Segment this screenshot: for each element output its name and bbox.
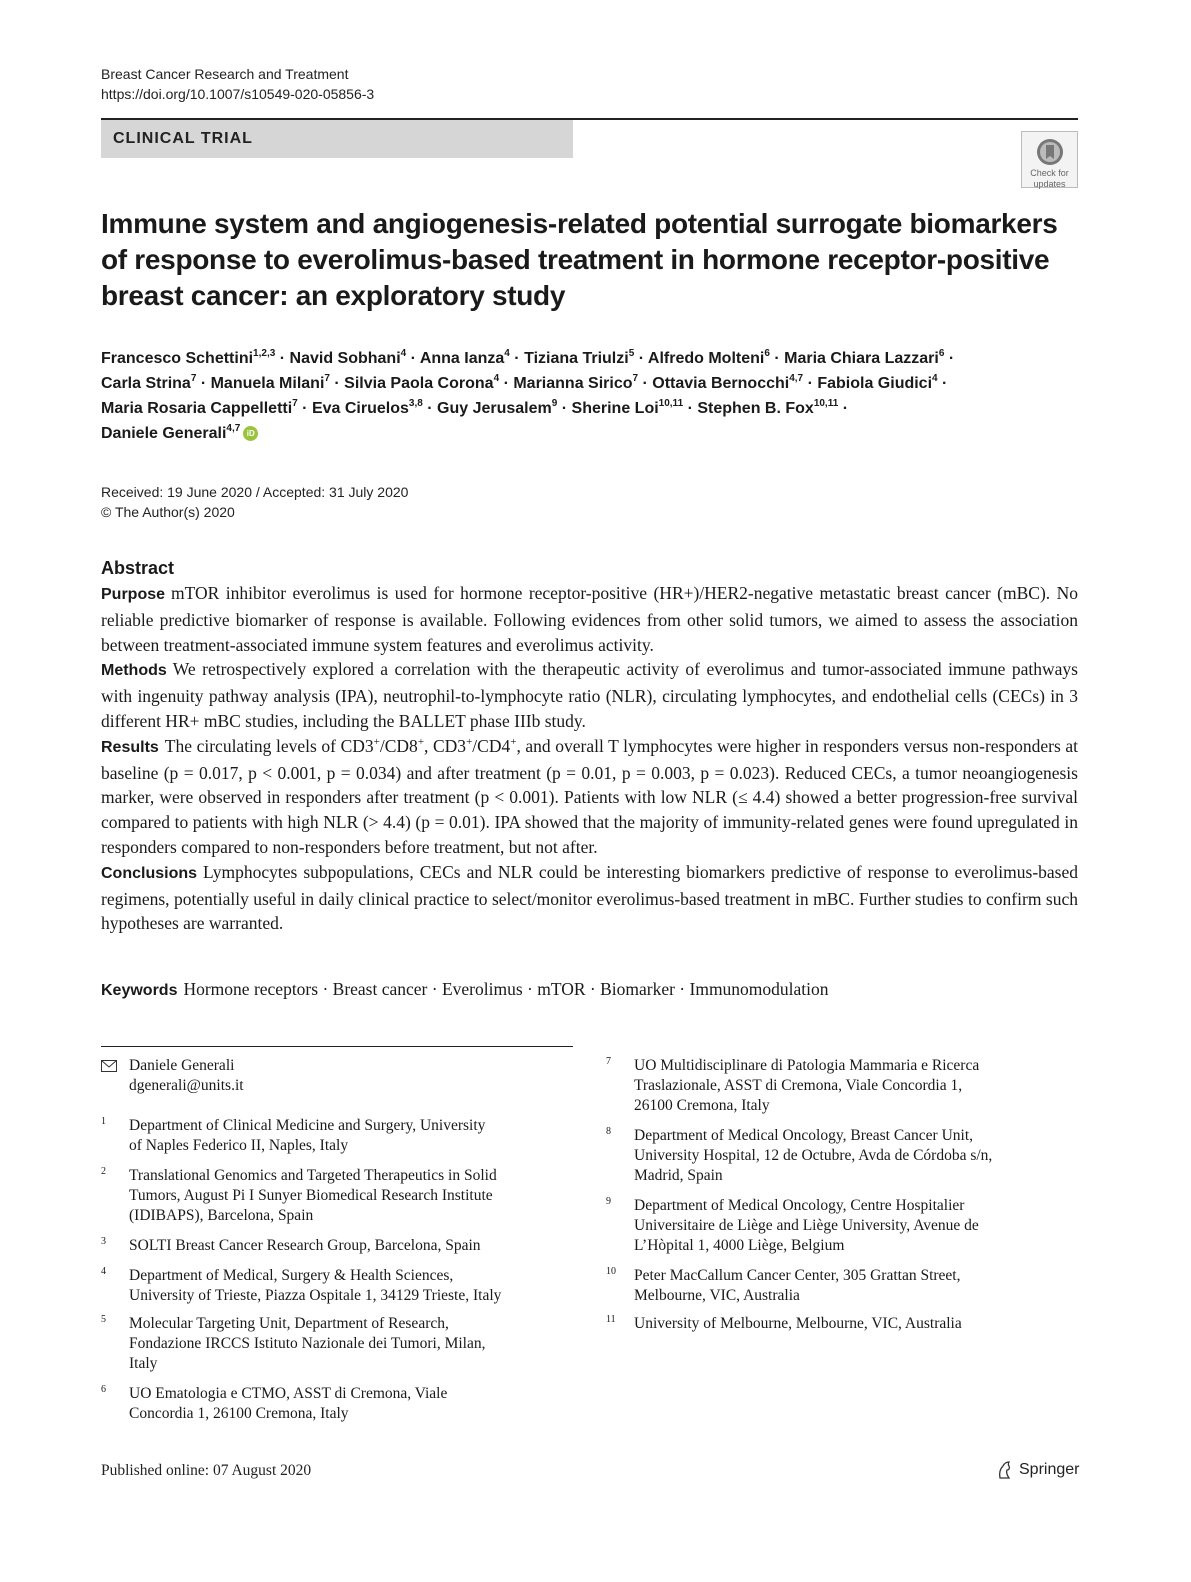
affiliation-line: Department of Medical Oncology, Breast Cancer Unit,	[634, 1127, 974, 1144]
author-affiliation-ref: 10,11	[813, 398, 839, 409]
affiliation-line: UO Ematologia e CTMO, ASST di Cremona, Viale	[129, 1385, 448, 1402]
results-sup-4: +	[510, 735, 517, 748]
author	[312, 400, 423, 417]
author	[290, 350, 407, 367]
author-affiliation-ref: 10,11	[658, 398, 684, 409]
abstract-results	[101, 734, 1078, 860]
abstract-methods	[101, 657, 1078, 733]
affiliation-line: Traslazionale, ASST di Cremona, Viale Concordia 1,	[634, 1077, 963, 1094]
author-affiliation-ref: 9	[551, 398, 558, 409]
author-affiliation-ref: 7	[292, 398, 298, 409]
author-name: Carla Strina	[101, 375, 191, 392]
author-name: Navid Sobhani	[289, 350, 401, 367]
affiliation-line: UO Multidisciplinare di Patologia Mammaria e Ricerca	[634, 1057, 980, 1074]
purpose-label: Purpose	[101, 586, 166, 603]
results-sup-2: +	[417, 735, 425, 748]
affiliation-line: Department of Clinical Medicine and Surgery, University	[129, 1117, 486, 1134]
author-name: Fabiola Giudici	[817, 375, 933, 392]
author-affiliation-ref: 4	[400, 348, 407, 359]
affiliation-line: Universitaire de Liège and Liège University, Avenue de	[634, 1217, 979, 1234]
author	[648, 350, 770, 367]
affiliation-number: 11	[606, 1314, 616, 1325]
affiliation-line: Melbourne, VIC, Australia	[634, 1287, 800, 1304]
author-name: Tiziana Triulzi	[524, 350, 629, 367]
springer-horse-icon	[994, 1460, 1014, 1480]
affiliation-line: Molecular Targeting Unit, Department of Research,	[129, 1315, 449, 1332]
author	[101, 350, 275, 367]
results-sup-1: +	[373, 735, 380, 748]
author-affiliation-ref: 7	[190, 373, 197, 384]
author	[101, 375, 196, 392]
affiliation-line: 26100 Cremona, Italy	[634, 1097, 770, 1114]
affiliation-number: 2	[101, 1166, 106, 1177]
purpose-text: mTOR inhibitor everolimus is used for hormone receptor-positive (HR+)/HER2-negative metastatic breast cancer (mBC). No reliable predictive biomarker of response is available. Following evidences from other solid tumors, we aimed to assess the association between treatment-associated immune system features and everolimus activity.	[101, 583, 1078, 655]
affiliation-line: Concordia 1, 26100 Cremona, Italy	[129, 1405, 349, 1422]
author	[211, 375, 330, 392]
affiliation-line: University of Melbourne, Melbourne, VIC, Australia	[634, 1315, 962, 1332]
affiliation-number: 10	[606, 1266, 616, 1277]
affiliation-line: University of Trieste, Piazza Ospitale 1, 34129 Trieste, Italy	[129, 1287, 502, 1304]
author	[572, 400, 684, 417]
author-name: Guy Jerusalem	[437, 400, 552, 417]
check-for-updates-line1: Check for	[1030, 168, 1069, 178]
affiliation-line: University Hospital, 12 de Octubre, Avda de Córdoba s/n,	[634, 1147, 993, 1164]
affiliation-number: 1	[101, 1116, 106, 1127]
abstract-purpose	[101, 581, 1078, 657]
affiliation-line: of Naples Federico II, Naples, Italy	[129, 1137, 349, 1154]
author-affiliation-ref: 6	[938, 348, 945, 359]
author-name: Sherine Loi	[571, 400, 659, 417]
affiliation-line: Department of Medical Oncology, Centre Hospitalier	[634, 1197, 965, 1214]
author-name: Alfredo Molteni	[647, 350, 765, 367]
author-affiliation-ref: 4,7	[789, 373, 804, 384]
results-sup-3: +	[466, 735, 473, 748]
affiliation-line: Translational Genomics and Targeted Therapeutics in Solid	[129, 1167, 497, 1184]
author-name: Francesco Schettini	[101, 350, 254, 367]
author	[817, 375, 937, 392]
author-affiliation-ref: 5	[628, 348, 635, 359]
check-for-updates-line2: updates	[1033, 179, 1066, 189]
paper-title: Immune system and angiogenesis-related potential surrogate biomarkers of response to everolimus-based treatment in hormone receptor-positive breast cancer: an exploratory study	[101, 208, 1058, 311]
doi-link[interactable]: https://doi.org/10.1007/s10549-020-05856-3	[101, 86, 375, 102]
check-for-updates-badge[interactable]	[1021, 131, 1078, 188]
affiliation-number: 6	[101, 1384, 106, 1395]
conclusions-text: Lymphocytes subpopulations, CECs and NLR could be interesting biomarkers predictive of response to everolimus-based regimens, potentially useful in daily clinical practice to select/monitor everolimus-based treatment in mBC. Further studies to confirm such hypotheses are warranted.	[101, 861, 1078, 934]
journal-name: Breast Cancer Research and Treatment	[101, 66, 349, 82]
author-affiliation-ref: 7	[324, 373, 330, 384]
author	[784, 350, 944, 367]
author-name: Marianna Sirico	[513, 375, 633, 392]
author-affiliation-ref: 1,2,3	[253, 348, 276, 359]
keywords-label: Keywords	[101, 982, 178, 999]
bookmark-icon	[1035, 137, 1065, 167]
author-name: Maria Chiara Lazzari	[784, 350, 939, 367]
author-affiliation-ref: 4	[504, 348, 510, 359]
conclusions-label: Conclusions	[101, 864, 198, 882]
abstract-body	[101, 581, 1078, 936]
author-name: Daniele Generali	[101, 425, 227, 442]
author-affiliation-ref: 3,8	[408, 398, 423, 409]
author	[437, 400, 557, 417]
author	[524, 350, 634, 367]
results-text-3: , CD3	[424, 735, 467, 756]
affiliation-line: Department of Medical, Surgery & Health Sciences,	[129, 1267, 454, 1284]
keywords	[101, 977, 1078, 1003]
publisher-name: Springer	[1019, 1461, 1080, 1478]
affiliation-line: (IDIBAPS), Barcelona, Spain	[129, 1207, 314, 1224]
affiliation-line: Tumors, August Pi I Sunyer Biomedical Research Institute	[129, 1187, 493, 1204]
keywords-text: Hormone receptors · Breast cancer · Everolimus · mTOR · Biomarker · Immunomodulation	[183, 979, 829, 999]
orcid-icon[interactable]: iD	[243, 426, 258, 441]
author	[652, 375, 803, 392]
journal-header	[101, 64, 374, 104]
author-name: Ottavia Bernocchi	[652, 375, 790, 392]
affiliation-line: Madrid, Spain	[634, 1167, 723, 1184]
abstract-heading: Abstract	[101, 558, 175, 578]
author-affiliation-ref: 6	[764, 348, 770, 359]
author-list: Francesco Schettini$^{1,2,3}$ · Navid Sobhani$^4$ · Anna Ianza$^4$ · Tiziana Triulzi$^5$ · Alfredo Molteni$^6$ · Maria Chiara Lazzari$^6$ · Carla Strina$^7$ · Manuela Milani$^7$ · Silvia Paola Corona$^4$ · Marianna Sirico$^7$ · Ottavia Bernocchi$^{4,7}$ · Fabiola Giudici$^4$ · Maria Rosaria Cappelletti$^7$ · Eva Ciruelos$^{3,8}$ · Guy Jerusalem$^9$ · Sherine Loi$^{10,11}$ · Stephen B. Fox$^{10,11}$ · Daniele Generali$^{4,7}$ iD	[101, 348, 955, 442]
affiliation-line: Italy	[129, 1355, 158, 1372]
results-label: Results	[101, 738, 159, 756]
published-online: Published online: 07 August 2020	[101, 1462, 312, 1479]
author	[697, 400, 838, 417]
affiliation-number: 8	[606, 1126, 611, 1137]
methods-text: We retrospectively explored a correlation with the therapeutic activity of everolimus and tumor-associated immune pathways with ingenuity pathway analysis (IPA), neutrophil-to-lymphocyte ratio (NLR), circulating lymphocytes, and endothelial cells (CECs) in 3 different HR+ mBC studies, including the BALLET phase IIIb study.	[101, 659, 1078, 731]
author-affiliation-ref: 4	[932, 373, 938, 384]
results-text-5: , and overall T lymphocytes were higher in responders versus non-responders at baseline (p = 0.017, p < 0.001, p = 0.034) and after treatment (p = 0.01, p = 0.003, p = 0.023). Reduced CECs, a tumor neoangiogenesis marker, were observed in responders after treatment (p < 0.001). Patients with low NLR (≤ 4.4) showed a better progression-free survival compared to patients with high NLR (> 4.4) (p = 0.01). IPA showed that the majority of immunity-related genes were found upregulated in responders compared to non-responders before treatment, but not after.	[101, 735, 1078, 857]
affiliation-number: 9	[606, 1196, 611, 1207]
author-name: Silvia Paola Corona	[344, 375, 494, 392]
affiliation-line: Peter MacCallum Cancer Center, 305 Grattan Street,	[634, 1267, 961, 1284]
results-text-2: /CD8	[379, 735, 418, 756]
author-name: Maria Rosaria Cappelletti	[101, 400, 293, 417]
article-dates	[101, 482, 408, 522]
correspondence-email[interactable]: dgenerali@units.it	[129, 1077, 244, 1094]
affiliation-line: Fondazione IRCCS Istituto Nazionale dei Tumori, Milan,	[129, 1335, 486, 1352]
author-affiliation-ref: 4,7	[226, 423, 241, 434]
author	[344, 375, 499, 392]
methods-label: Methods	[101, 662, 167, 680]
author	[101, 425, 240, 442]
author	[420, 350, 510, 367]
footnote-rule	[101, 1046, 573, 1047]
article-category: CLINICAL TRIAL	[101, 120, 573, 158]
correspondence-name: Daniele Generali	[129, 1057, 235, 1074]
publisher-logo	[994, 1459, 1079, 1481]
author	[101, 400, 298, 417]
author-name: Manuela Milani	[210, 375, 325, 392]
author-name: Anna Ianza	[419, 350, 505, 367]
affiliation-number: 5	[101, 1314, 106, 1325]
affiliation-number: 7	[606, 1056, 611, 1067]
author-name: Eva Ciruelos	[311, 400, 409, 417]
author-affiliation-ref: 4	[493, 373, 500, 384]
copyright: © The Author(s) 2020	[101, 504, 235, 520]
affiliation-number: 4	[101, 1266, 106, 1277]
results-text-1: The circulating levels of CD3	[164, 735, 374, 756]
author-affiliation-ref: 7	[632, 373, 639, 384]
affiliation-line: L’Hòpital 1, 4000 Liège, Belgium	[634, 1237, 845, 1254]
results-text-4: /CD4	[472, 735, 511, 756]
abstract-conclusions	[101, 860, 1078, 936]
affiliation-number: 3	[101, 1236, 106, 1247]
author-name: Stephen B. Fox	[697, 400, 814, 417]
envelope-icon	[101, 1060, 117, 1072]
received-accepted: Received: 19 June 2020 / Accepted: 31 July 2020	[101, 484, 409, 500]
affiliation-line: SOLTI Breast Cancer Research Group, Barcelona, Spain	[129, 1237, 481, 1254]
author	[513, 375, 638, 392]
